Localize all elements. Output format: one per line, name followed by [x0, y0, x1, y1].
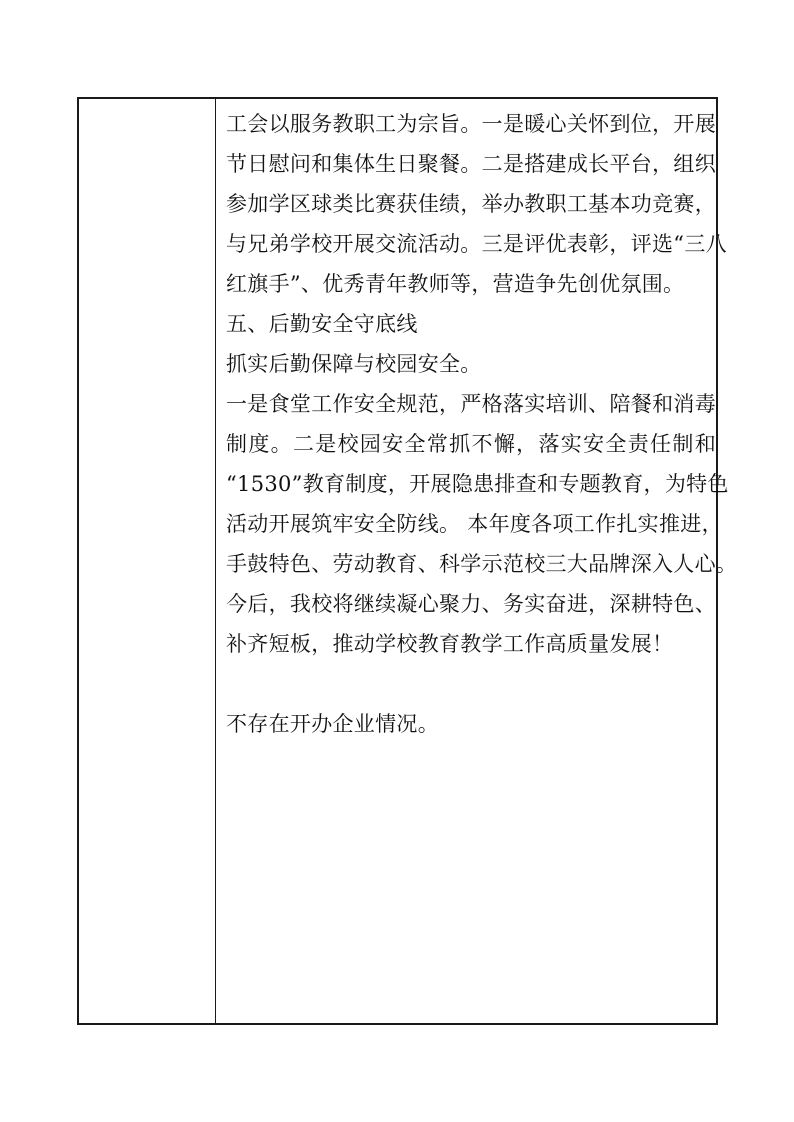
blank-line: [226, 664, 716, 704]
text-line: 一是食堂工作安全规范，严格落实培训、陪餐和消毒: [226, 392, 716, 416]
label-cell: [79, 99, 215, 1023]
text-line: “1530”教育制度，开展隐患排查和专题教育，为特色: [226, 472, 729, 496]
text-line: 节日慰问和集体生日聚餐。二是搭建成长平台，组织: [226, 152, 716, 176]
text-line: 手鼓特色、劳动教育、科学示范校三大品牌深入人心。: [226, 552, 738, 576]
closing-note: 不存在开办企业情况。: [226, 712, 439, 736]
content-cell: [226, 104, 738, 744]
column-divider: [215, 99, 216, 1023]
text-line: 工会以服务教职工为宗旨。一是暖心关怀到位，开展: [226, 112, 716, 136]
text-line: 抓实后勤保障与校园安全。: [226, 352, 482, 376]
text-line: 制度。二是校园安全常抓不懈，落实安全责任制和: [226, 432, 716, 456]
section-heading: 五、后勤安全守底线: [226, 312, 418, 336]
text-line: 参加学区球类比赛获佳绩，举办教职工基本功竞赛，: [226, 192, 716, 216]
text-line: 与兄弟学校开展交流活动。三是评优表彰，评选“三八: [226, 232, 727, 256]
text-line: 今后，我校将继续凝心聚力、务实奋进，深耕特色、: [226, 592, 716, 616]
text-line: 补齐短板，推动学校教育教学工作高质量发展！: [226, 632, 674, 656]
text-line: 红旗手”、优秀青年教师等，营造争先创优氛围。: [226, 272, 685, 296]
text-line: 活动开展筑牢安全防线。 本年度各项工作扎实推进，: [226, 512, 723, 536]
form-table: [77, 97, 738, 1025]
